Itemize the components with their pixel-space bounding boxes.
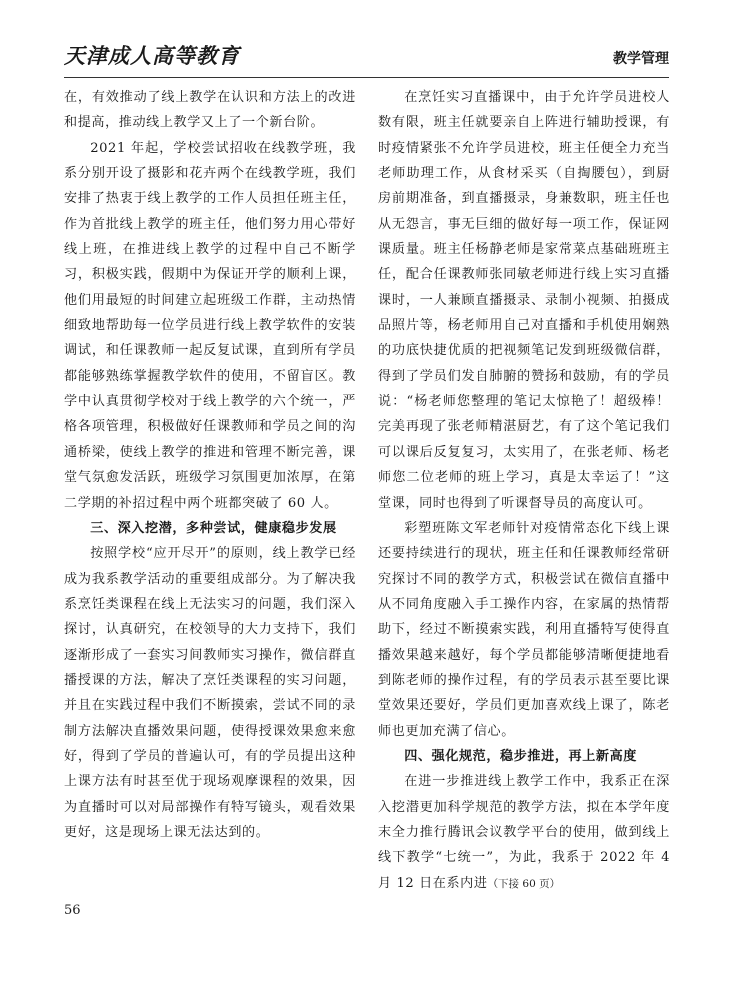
journal-title: 天津成人高等教育 bbox=[64, 43, 240, 68]
paragraph-continued bbox=[378, 769, 670, 897]
right-column bbox=[378, 85, 670, 897]
paragraph: 在烹饪实习直播课中，由于允许学员进校人数有限，班主任就要亲自上阵进行辅助授课，有时疫情紧张不允许学员进校，班主任便全力充当老师助理工作，从食材采买（自掏腰包），到厨房前期准备，到直播摄录，身兼数职，班主任也从无怨言，事无巨细的做好每一项工作，保证网课质量。班主任杨静老师是家常菜点基础班班主任，配合任课教师张同敏老师进行线上实习直播课时，一人兼顾直播摄录、录制小视频、拍摄成品照片等，杨老师用自己对直播和手机使用娴熟的功底快捷优质的把视频笔记发到班级微信群，得到了学员们发自肺腑的赞扬和鼓励，有的学员说：“杨老师您整理的笔记太惊艳了！超级棒！完美再现了张老师精湛厨艺，有了这个笔记我们可以课后反复复习，太实用了，在张老师、杨老师您二位老师的班上学习，真是太幸运了！”这堂课，同时也得到了听课督导员的高度认可。 bbox=[378, 90, 670, 511]
left-column bbox=[64, 85, 356, 845]
paragraph: 在，有效推动了线上教学在认识和方法上的改进和提高，推动线上教学又上了一个新台阶。 bbox=[64, 90, 356, 131]
page-header bbox=[64, 40, 669, 76]
continued-note: （下接 60 页） bbox=[487, 877, 561, 890]
paragraph: 彩塑班陈文军老师针对疫情常态化下线上课还要持续进行的现状，班主任和任课教师经常研究探讨不同的教学方式，积极尝试在微信直播中从不同角度融入手工操作内容，在家属的热情帮助下，经过不断摸索实践，利用直播特写使得直播效果越来越好，每个学员都能够清晰便捷地看到陈老师的操作过程，有的学员表示甚至要比课堂效果还要好，学员们更加喜欢线上课了，陈老师也更加充满了信心。 bbox=[378, 520, 670, 739]
paragraph: 2021 年起，学校尝试招收在线教学班，我系分别开设了摄影和花卉两个在线教学班，我们安排了热衷于线上教学的工作人员担任班主任，作为首批线上教学的班主任，他们努力用心带好线上班，在推进线上教学的过程中自己不断学习，积极实践，假期中为保证开学的顺利上课，他们用最短的时间建立起班级工作群，主动热情细致地帮助每一位学员进行线上教学软件的安装调试，和任课教师一起反复试课，直到所有学员都能够熟练掌握教学软件的使用，不留盲区。教学中认真贯彻学校对于线上教学的六个统一，严格各项管理，积极做好任课教师和学员之间的沟通桥梁，使线上教学的推进和管理不断完善，课堂气氛愈发活跃，班级学习氛围更加浓厚，在第二学期的补招过程中两个班都突破了 60 人。 bbox=[64, 140, 356, 511]
section-heading-4: 四、强化规范，稳步推进，再上新高度 bbox=[404, 748, 637, 764]
section-name: 教学管理 bbox=[613, 51, 669, 67]
paragraph: 按照学校“应开尽开”的原则，线上教学已经成为我系教学活动的重要组成部分。为了解决我系烹饪类课程在线上无法实习的问题，我们深入探讨，认真研究，在校领导的大力支持下，我们逐渐形成了一套实习间教师实习操作，微信群直播授课的方法，解决了烹饪类课程的实习问题，并且在实践过程中我们不断摸索，尝试不同的录制方法解决直播效果问题，使得授课效果愈来愈好，得到了学员的普遍认可，有的学员提出这种上课方法有时甚至优于现场观摩课程的效果，因为直播时可以对局部操作有特写镜头，观看效果更好，这是现场上课无法达到的。 bbox=[64, 546, 356, 840]
section-heading-3: 三、深入挖潜，多种尝试，健康稳步发展 bbox=[90, 520, 337, 536]
header-divider bbox=[64, 77, 669, 78]
paragraph-text: 在进一步推进线上教学工作中，我系正在深入挖潜更加科学规范的教学方法，拟在本学年度末全力推行腾讯会议教学平台的使用，做到线上线下教学“七统一”，为此，我系于 2022 年 4 月 12 日在系内进 bbox=[378, 774, 670, 891]
page-number: 56 bbox=[64, 903, 81, 918]
